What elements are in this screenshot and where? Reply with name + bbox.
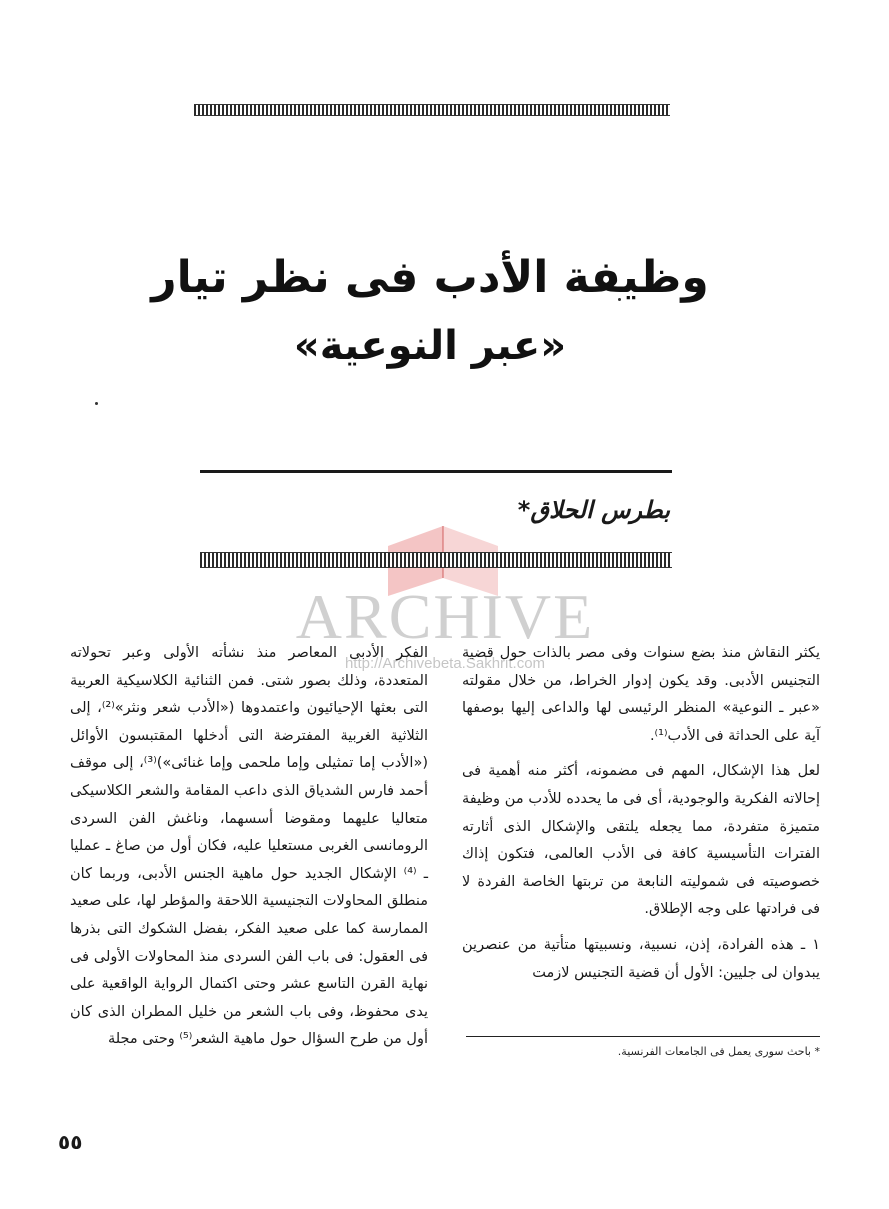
author-top-rule	[200, 470, 672, 473]
left-text-column	[70, 640, 428, 1054]
footnote-rule	[466, 1036, 820, 1037]
watermark-url: http://Archivebeta.Sakhrit.com	[344, 655, 546, 672]
paragraph: يكثر النقاش منذ بضع سنوات وفى مصر بالذات حول قضية التجنيس الأدبى. وقد يكون إدوار الخراط، من خلال مقولته «عبر ـ النوعية» المنظر الرئيسى لها والداعى إليها بوصفها آية على الحداثة فى الأدب⁽¹⁾.	[462, 645, 820, 744]
paragraph: لعل هذا الإشكال، المهم فى مضمونه، أكثر منه أهمية فى إحالاته الفكرية والوجودية، أى فى ما يحدده للأدب من وظيفة متميزة متفردة، مما يجعله يلتقى والإشكال الذى أثارته الفترات التأسيسية كافة فى الأدب العالمى، فتكون إذاك خصوصيته فى شموليته النابعة من تربتها الخاصة الفردة لا فى فرادتها على وجه الإطلاق.	[462, 763, 820, 918]
page-number: ٥٥	[58, 1130, 83, 1154]
scan-speck	[95, 402, 98, 405]
top-decorative-band	[194, 104, 670, 116]
article-title-line1: وظيفة الأدب فى نظر تيار	[151, 252, 709, 303]
right-text-column	[462, 640, 820, 987]
author-name: بطرس الحلاق*	[517, 496, 670, 524]
paragraph: الفكر الأدبى المعاصر منذ نشأته الأولى وعبر تحولاته المتعددة، وذلك بصور شتى. فمن الثنائية الكلاسيكية العربية التى بعثها الإحيائيون واعتمدوها («الأدب شعر ونثر»⁽²⁾، إلى الثلاثية الغربية المفترضة التى أدخلها المقتبسون الأوائل («الأدب إما تمثيلى وإما ملحمى وإما غنائى»)⁽³⁾، إلى موقف أحمد فارس الشدياق الذى داعب المقامة والشعر الكلاسيكى متعاليا عليهما ومقوضا أسسهما، وناغش الفن السردى الرومانسى الغربى مستعليا عليه، فكان أول من صاغ ـ عمليا ـ ⁽⁴⁾ الإشكال الجديد حول ماهية الجنس الأدبى، وربما كان منطلق المحاولات التجنيسية اللاحقة والمؤطر لها، على صعيد الممارسة كما على صعيد الفكر، بفضل الشكوك التى بذرها فى العقول: فى باب الفن السردى منذ المحاولات الأولى فى نهاية القرن التاسع عشر وحتى اكتمال الرواية الواقعية على يدى محفوظ، وفى باب الشعر من خليل المطران الذى كان أول من طرح السؤال حول ماهية الشعر⁽⁵⁾ وحتى مجلة	[70, 645, 428, 1048]
article-title-line2: «عبر النوعية»	[293, 323, 567, 369]
paragraph: ١ ـ هذه الفرادة، إذن، نسبية، ونسبيتها متأتية من عنصرين يبدوان لى جليين: الأول أن قضية التجنيس لازمت	[462, 936, 820, 981]
author-footnote: * باحث سورى يعمل فى الجامعات الفرنسية.	[617, 1045, 820, 1058]
watermark-text: ARCHIVE	[295, 581, 595, 652]
author-bottom-band	[200, 552, 672, 568]
